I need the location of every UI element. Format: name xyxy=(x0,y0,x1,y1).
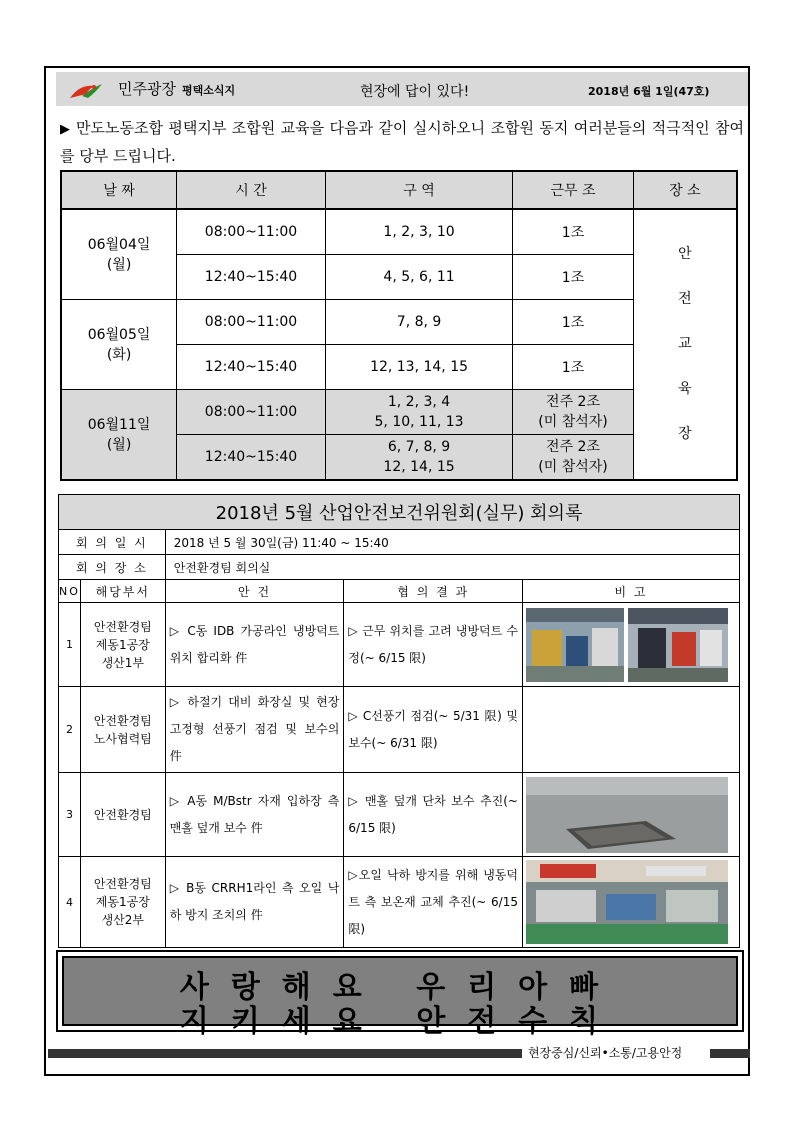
col-shift: 근무 조 xyxy=(513,171,634,209)
shift-cell: 전주 2조 (미 참석자) xyxy=(513,435,634,481)
photo-cell xyxy=(523,857,740,948)
datetime-value: 2018 년 5 월 30일(금) 11:40 ~ 15:40 xyxy=(165,530,739,555)
agenda-cell: ▷ A동 M/Bstr 자재 입하장 측 맨홀 덮개 보수 件 xyxy=(165,773,344,857)
footer-rule xyxy=(48,1049,522,1058)
place-cell: 안 전 교 육 장 xyxy=(633,209,737,480)
time-cell: 08:00~11:00 xyxy=(177,300,326,345)
row-no: 4 xyxy=(59,857,81,948)
meeting-minutes-table xyxy=(58,494,740,948)
intro-paragraph: ▶ 만도노동조합 평택지부 조합원 교육을 다음과 같이 실시하오니 조합원 동지 여러분들의 적극적인 참여를 당부 드립니다. xyxy=(60,119,744,165)
col-date: 날 짜 xyxy=(61,171,177,209)
banner-line-2: 지키세요 안전수칙 xyxy=(179,1004,621,1039)
result-cell: ▷ 맨홀 덮개 단차 보수 추진(~ 6/15 限) xyxy=(344,773,523,857)
place-label: 회 의 장 소 xyxy=(59,555,166,580)
zone-cell: 4, 5, 6, 11 xyxy=(325,255,512,300)
col-place: 장 소 xyxy=(633,171,737,209)
col-no: NO xyxy=(59,580,81,603)
dept-cell: 안전환경팀 노사협력팀 xyxy=(80,687,165,773)
issue-date: 2018년 6월 1일(47호) xyxy=(588,85,710,98)
dept-cell: 안전환경팀 제동1공장 생산2부 xyxy=(80,857,165,948)
shift-cell: 1조 xyxy=(513,255,634,300)
footer-rule xyxy=(710,1049,750,1058)
col-time: 시 간 xyxy=(177,171,326,209)
col-result: 협 의 결 과 xyxy=(344,580,523,603)
production-line-photo xyxy=(526,860,728,944)
zone-cell: 1, 2, 3, 10 xyxy=(325,209,512,255)
zone-cell: 1, 2, 3, 4 5, 10, 11, 13 xyxy=(325,390,512,435)
col-dept: 해당부서 xyxy=(80,580,165,603)
agenda-cell: ▷ C동 IDB 가공라인 냉방덕트 위치 합리화 件 xyxy=(165,603,344,687)
photo-cell xyxy=(523,603,740,687)
photo-cell xyxy=(523,687,740,773)
result-cell: ▷ 근무 위치를 고려 냉방덕트 수정(~ 6/15 限) xyxy=(344,603,523,687)
row-no: 1 xyxy=(59,603,81,687)
education-schedule-table xyxy=(60,170,738,481)
date-cell: 06월11일 (월) xyxy=(61,390,177,481)
result-cell: ▷ C선풍기 점검(~ 5/31 限) 및 보수(~ 6/31 限) xyxy=(344,687,523,773)
footer-slogan: 현장중심/신뢰•소통/고용안정 xyxy=(528,1046,683,1060)
shift-cell: 1조 xyxy=(513,345,634,390)
shift-cell: 1조 xyxy=(513,209,634,255)
shift-cell: 전주 2조 (미 참석자) xyxy=(513,390,634,435)
safety-banner xyxy=(56,950,744,1039)
place-value: 안전환경팀 회의실 xyxy=(165,555,739,580)
factory-photo xyxy=(526,608,624,682)
dept-cell: 안전환경팀 xyxy=(80,773,165,857)
date-cell: 06월04일 (월) xyxy=(61,209,177,300)
factory-photo xyxy=(628,608,728,682)
time-cell: 12:40~15:40 xyxy=(177,255,326,300)
agenda-cell: ▷ 하절기 대비 화장실 및 현장 고정형 선풍기 점검 및 보수의 件 xyxy=(165,687,344,773)
photo-cell xyxy=(523,773,740,857)
col-zone: 구 역 xyxy=(325,171,512,209)
minutes-title: 2018년 5월 산업안전보건위원회(실무) 회의록 xyxy=(59,495,740,530)
datetime-label: 회 의 일 시 xyxy=(59,530,166,555)
time-cell: 08:00~11:00 xyxy=(177,390,326,435)
row-no: 2 xyxy=(59,687,81,773)
zone-cell: 6, 7, 8, 9 12, 14, 15 xyxy=(325,435,512,481)
col-remarks: 비 고 xyxy=(523,580,740,603)
dept-cell: 안전환경팀 제동1공장 생산1부 xyxy=(80,603,165,687)
arrow-icon: ▶ xyxy=(60,122,71,137)
agenda-cell: ▷ B동 CRRH1라인 측 오일 낙하 방지 조치의 件 xyxy=(165,857,344,948)
zone-cell: 7, 8, 9 xyxy=(325,300,512,345)
date-cell: 06월05일 (화) xyxy=(61,300,177,390)
manhole-photo xyxy=(526,777,728,853)
col-agenda: 안 건 xyxy=(165,580,344,603)
shift-cell: 1조 xyxy=(513,300,634,345)
publication-name: 민주광장 평택소식지 xyxy=(118,80,236,98)
zone-cell: 12, 13, 14, 15 xyxy=(325,345,512,390)
time-cell: 12:40~15:40 xyxy=(177,435,326,481)
motto: 현장에 답이 있다! xyxy=(360,84,470,100)
banner-line-1: 사랑해요 우리아빠 xyxy=(179,970,621,1005)
dove-logo-icon xyxy=(68,80,104,102)
result-cell: ▷오일 낙하 방지를 위해 냉동덕트 측 보온재 교체 추진(~ 6/15 限) xyxy=(344,857,523,948)
row-no: 3 xyxy=(59,773,81,857)
time-cell: 12:40~15:40 xyxy=(177,345,326,390)
time-cell: 08:00~11:00 xyxy=(177,209,326,255)
newsletter-header xyxy=(56,72,748,106)
